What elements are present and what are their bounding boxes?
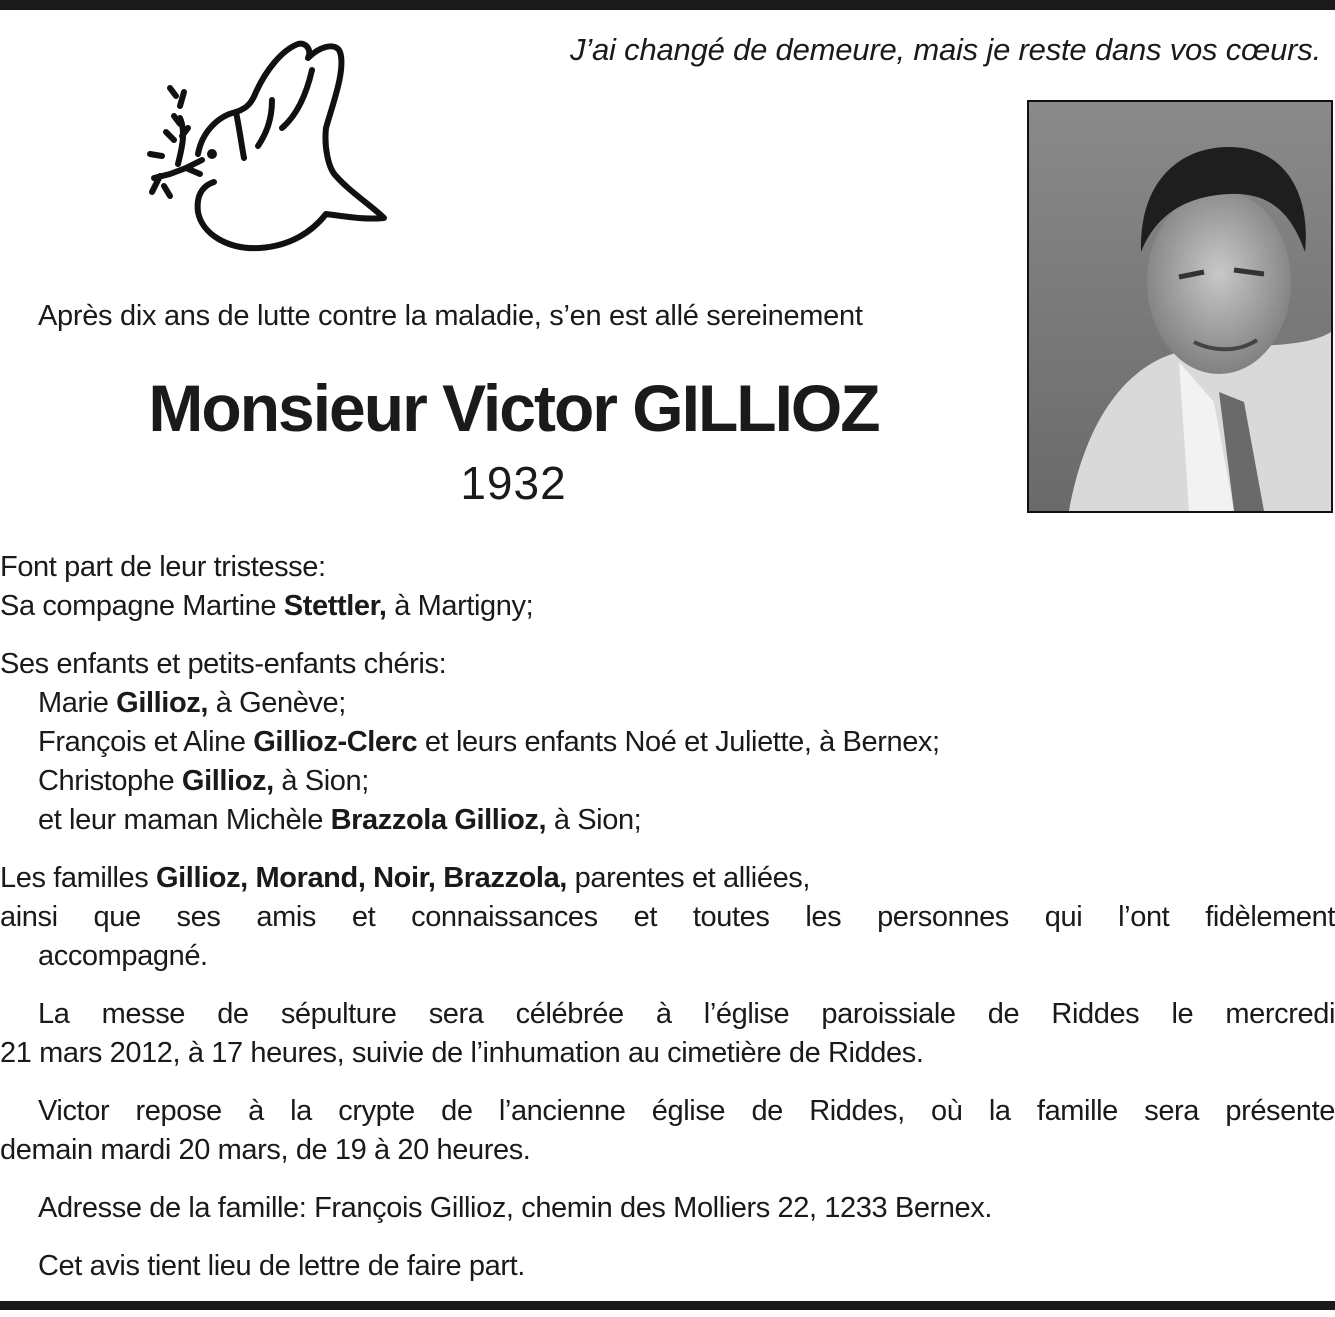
deceased-name: Monsieur Victor GILLIOZ <box>148 371 879 445</box>
visit-line-2: demain mardi 20 mars, de 19 à 20 heures. <box>0 1134 531 1166</box>
child-surname: Gillioz-Clerc <box>253 726 418 758</box>
friends-line-2: accompagné. <box>38 940 208 972</box>
dove-with-olive-branch-icon <box>140 36 390 258</box>
announcement-body <box>0 548 1335 1286</box>
family-address: Adresse de la famille: François Gillioz, chemin des Molliers 22, 1233 Bernex. <box>38 1192 993 1224</box>
child-post: et leurs enfants Noé et Juliette, à Bernex; <box>417 726 940 758</box>
partner-pre: Sa compagne Martine <box>0 590 284 622</box>
families-line <box>0 859 1335 898</box>
friends-line-1: ainsi que ses amis et connaissances et toutes les personnes qui l’ont fidèlement <box>0 901 1335 933</box>
bottom-rule <box>0 1301 1335 1310</box>
visit-line-1: Victor repose à la crypte de l’ancienne église de Riddes, où la famille sera présente <box>38 1095 1335 1127</box>
family-heading: Font part de leur tristesse: <box>0 551 326 583</box>
partner-line <box>0 587 1335 626</box>
partner-post: à Martigny; <box>386 590 534 622</box>
mass-line-2: 21 mars 2012, à 17 heures, suivie de l’inhumation au cimetière de Riddes. <box>0 1037 924 1069</box>
partner-surname: Stettler, <box>283 590 387 622</box>
child-surname: Gillioz, <box>181 765 274 797</box>
child-line <box>0 723 1335 762</box>
child-pre: François et Aline <box>38 726 254 758</box>
intro-text: Après dix ans de lutte contre la maladie, s’en est allé sereinement <box>38 300 863 332</box>
families-surnames: Gillioz, Morand, Noir, Brazzola, <box>155 862 567 894</box>
mass-line-1: La messe de sépulture sera célébrée à l’église paroissiale de Riddes le mercredi <box>38 998 1335 1030</box>
child-post: à Sion; <box>546 804 642 836</box>
families-pre: Les familles <box>0 862 156 894</box>
top-rule <box>0 0 1335 10</box>
child-pre: Marie <box>38 687 117 719</box>
children-heading: Ses enfants et petits-enfants chéris: <box>0 648 447 680</box>
child-line <box>0 684 1335 723</box>
portrait-photo <box>1027 100 1333 513</box>
birth-year: 1932 <box>460 457 567 509</box>
closing-note: Cet avis tient lieu de lettre de faire part. <box>38 1250 525 1282</box>
child-line <box>0 762 1335 801</box>
epigraph-quote: J’ai changé de demeure, mais je reste dans vos cœurs. <box>570 32 1321 67</box>
families-post: parentes et alliées, <box>566 862 811 894</box>
child-post: à Sion; <box>273 765 369 797</box>
child-surname: Gillioz, <box>116 687 209 719</box>
child-line <box>0 801 1335 840</box>
child-pre: et leur maman Michèle <box>38 804 331 836</box>
child-pre: Christophe <box>38 765 182 797</box>
child-post: à Genève; <box>208 687 346 719</box>
child-surname: Brazzola Gillioz, <box>330 804 547 836</box>
